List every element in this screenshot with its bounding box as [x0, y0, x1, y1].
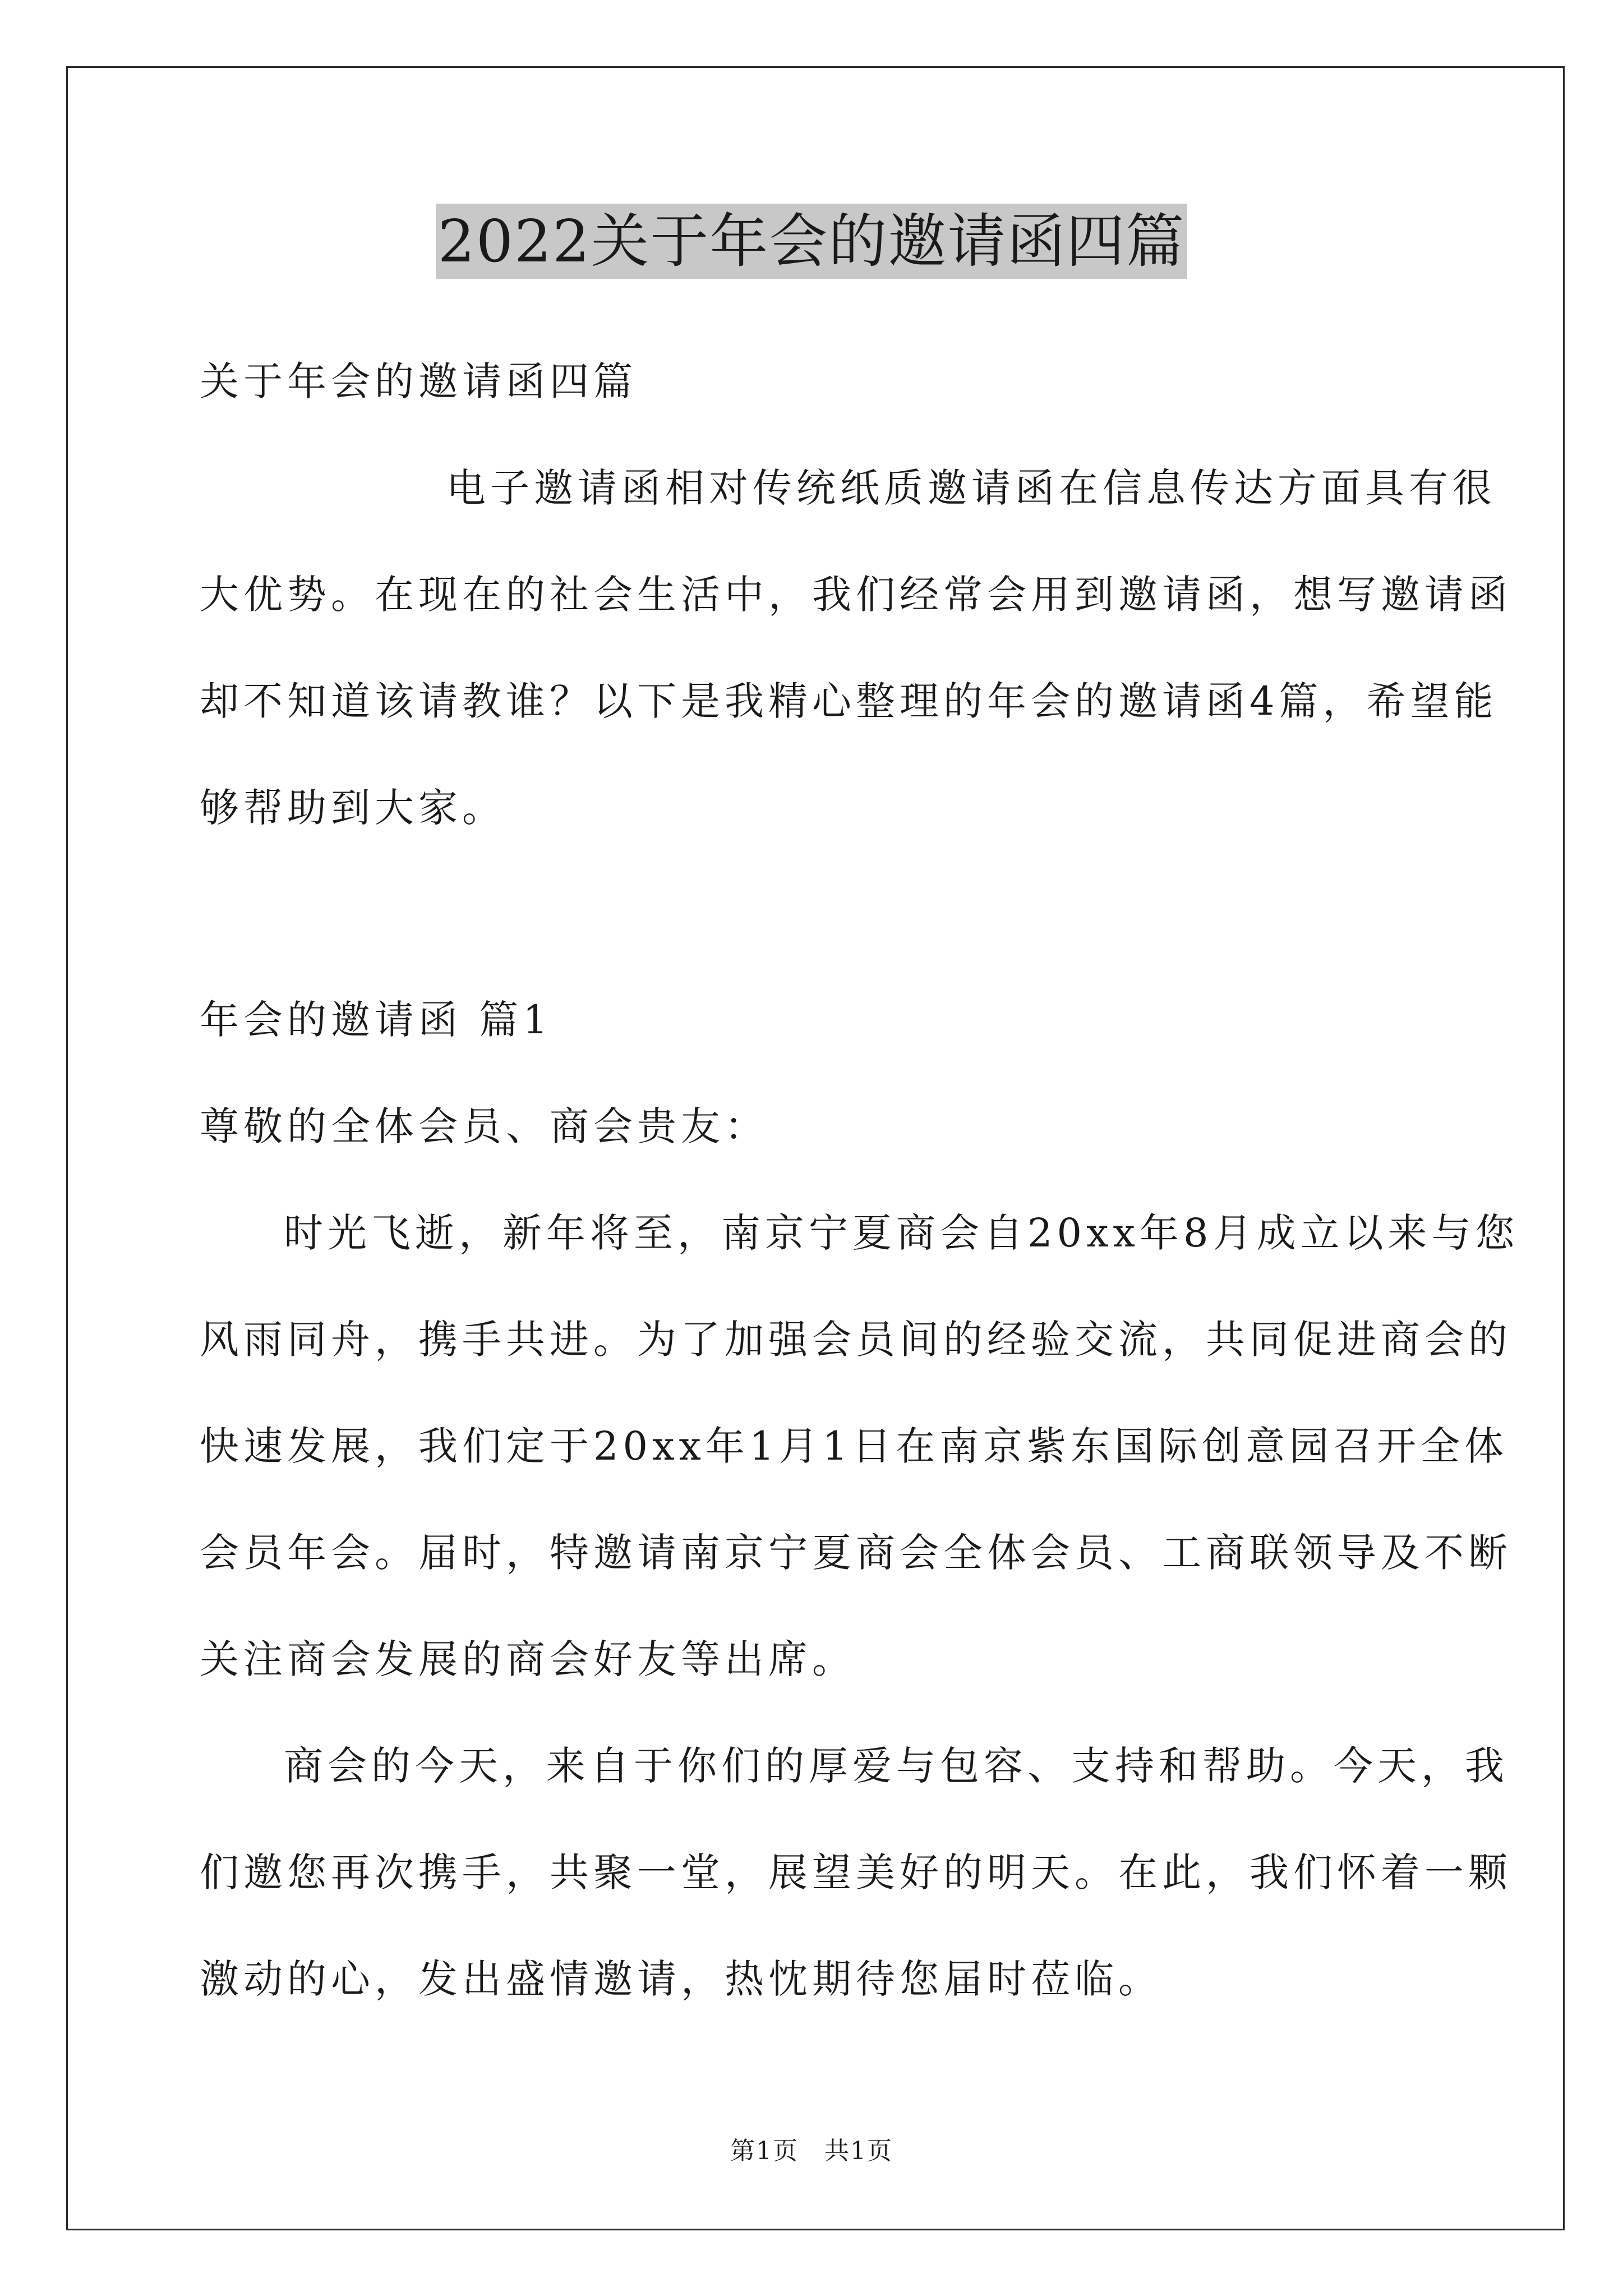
- intro-line-4: 够帮助到大家。: [200, 785, 506, 831]
- paragraph2-line-1: 商会的今天，来自于你们的厚爱与包容、支持和帮助。今天，我: [284, 1743, 1509, 1789]
- page-footer: 第1页 共1页: [730, 2137, 893, 2165]
- paragraph1-line-4: 会员年会。届时，特邀请南京宁夏商会全体会员、工商联领导及不断: [200, 1530, 1512, 1576]
- document-title: [0, 202, 1623, 280]
- intro-line-1: 电子邀请函相对传统纸质邀请函在信息传达方面具有很: [446, 465, 1496, 511]
- paragraph2-line-2: 们邀您再次携手，共聚一堂，展望美好的明天。在此，我们怀着一颗: [200, 1849, 1512, 1895]
- paragraph2-line-3: 激动的心，发出盛情邀请，热忱期待您届时莅临。: [200, 1956, 1162, 2002]
- paragraph1-line-3: 快速发展，我们定于20xx年1月1日在南京紫东国际创意园召开全体: [200, 1423, 1509, 1469]
- section-heading: 年会的邀请函 篇1: [200, 997, 552, 1043]
- intro-line-3: 却不知道该请教谁？以下是我精心整理的年会的邀请函4篇，希望能: [200, 678, 1498, 724]
- intro-line-2: 大优势。在现在的社会生活中，我们经常会用到邀请函，想写邀请函: [200, 572, 1512, 618]
- paragraph1-line-1: 时光飞逝，新年将至，南京宁夏商会自20xx年8月成立以来与您: [284, 1210, 1519, 1256]
- paragraph1-line-5: 关注商会发展的商会好友等出席。: [200, 1636, 856, 1682]
- paragraph1-line-2: 风雨同舟，携手共进。为了加强会员间的经验交流，共同促进商会的: [200, 1317, 1512, 1363]
- document-subtitle: 关于年会的邀请函四篇: [200, 358, 637, 404]
- salutation: 尊敬的全体会员、商会贵友：: [200, 1103, 768, 1149]
- document-title-text: 2022关于年会的邀请函四篇: [436, 204, 1188, 279]
